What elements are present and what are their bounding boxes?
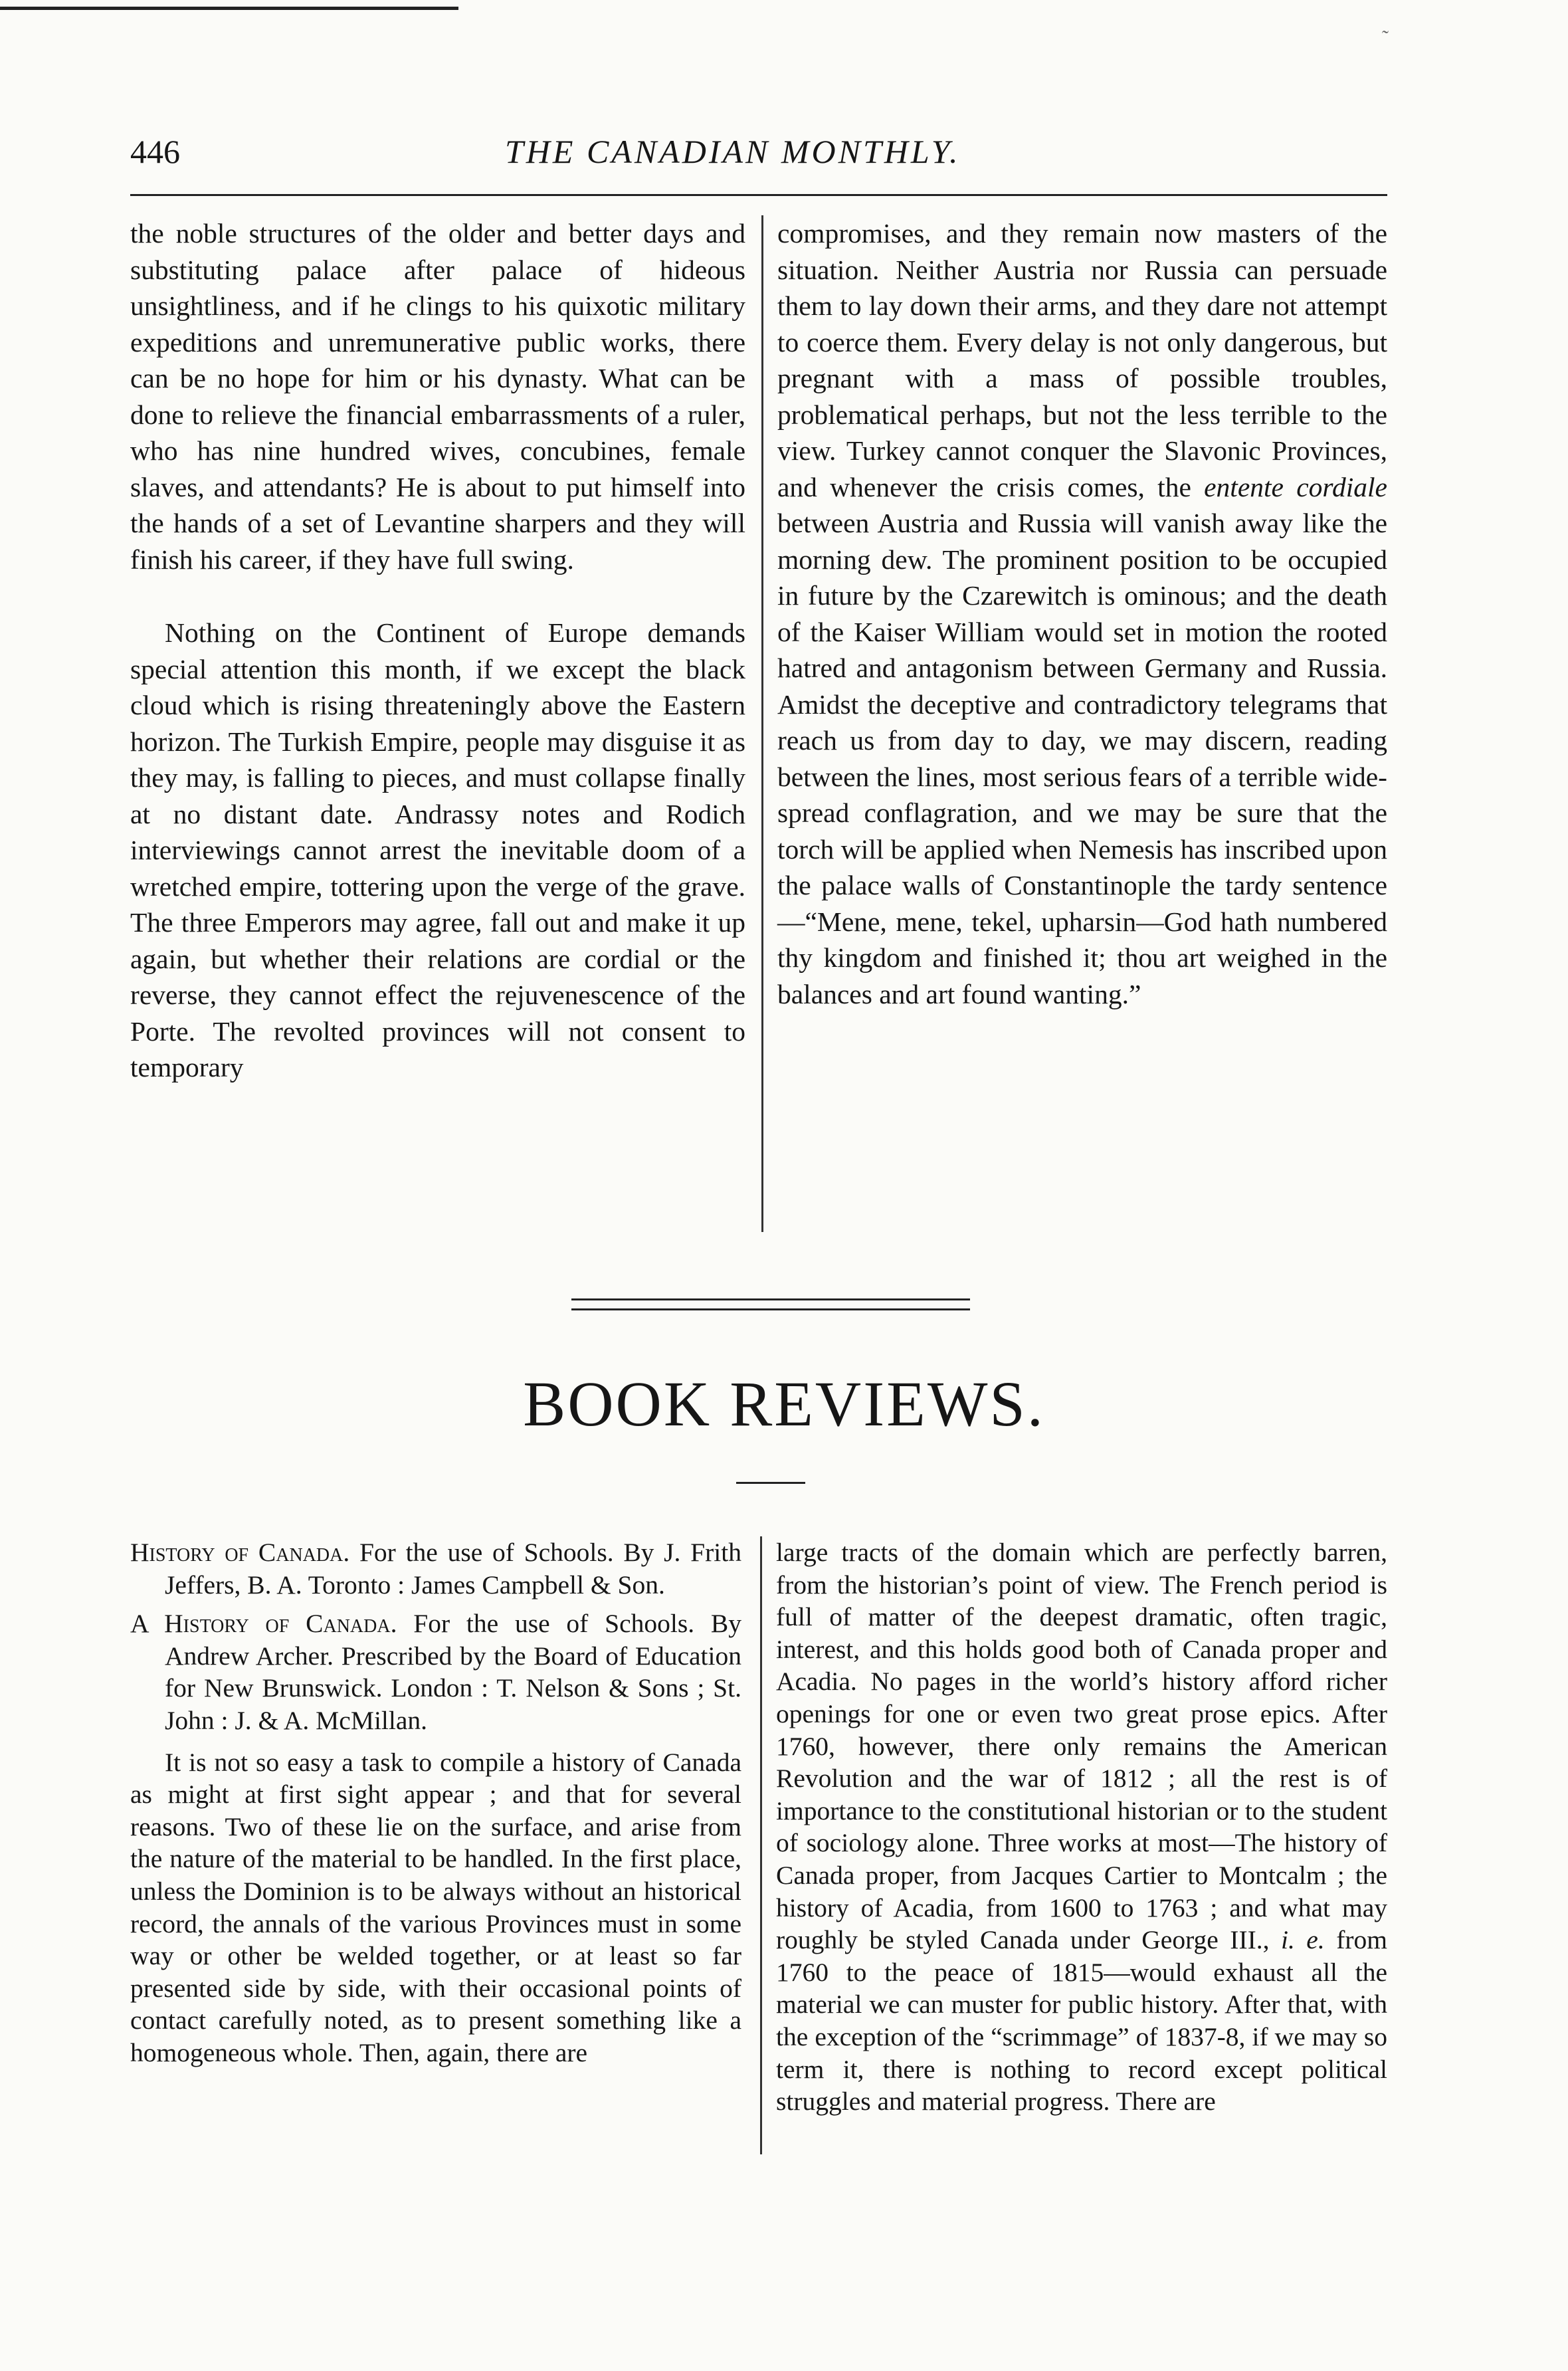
scan-edge-line [0,7,458,10]
top-left-column [130,215,745,1086]
section-separator [571,1298,970,1310]
reviews-left-column [130,1536,741,2069]
italic-phrase: entente cordiale [1204,471,1387,502]
section-title: BOOK REVIEWS. [523,1368,1045,1439]
bibliographic-entry: History of Canada. For the use of Schools. By J. Frith Jeffers, B. A. Toronto : James Campbell & Son. [130,1538,741,1599]
reviews-right-column [776,1536,1387,2118]
paragraph: compromises, and they remain now masters of the situation. Neither Austria nor Russia can persuade them to lay down their arms, and they dare not attempt to coerce them. Every delay is not only dangerous, but pregnant with a mass of possible troubles, problematical perhaps, but not the less terrible to the view. Turkey cannot conquer the Slavonic Provinces, and whenever the crisis comes, the entente cordiale between Austria and Russia will vanish away like the morning dew. The prominent position to be occupied in future by the Czarewitch is ominous; and the death of the Kaiser William would set in motion the rooted hatred and antagonism between Germany and Russia. Amidst the deceptive and contradictory telegrams that reach us from day to day, we may discern, reading between the lines, most serious fears of a terrible wide-spread conflagration, and we may be sure that the torch will be applied when Nemesis has inscribed upon the palace walls of Constantinople the tardy sentence—“Mene, mene, tekel, upharsin—God hath numbered thy kingdom and finished it; thou art weighed in the balances and art found wanting.” [777,218,1387,1009]
paragraph: Nothing on the Continent of Europe demands special attention this month, if we except the black cloud which is rising threateningly above the Eastern horizon. The Turkish Empire, people may disguise it as they may, is falling to pieces, and must collapse finally at no distant date. Andrassy notes and Rodich interviewings cannot arrest the inevitable doom of a wretched empire, tottering upon the verge of the grave. The three Emperors may agree, fall out and make it up again, but whether their relations are cordial or the reverse, they cannot effect the rejuvenescence of the Porte. The revolted provinces will not consent to temporary [130,617,745,1082]
paragraph: large tracts of the domain which are perfectly barren, from the historian’s point of view. The French period is full of matter of the deepest dramatic, often tragic, interest, and this holds good both of Canada proper and Acadia. No pages in the world’s history afford richer openings for one or even two great prose epics. After 1760, however, there only remains the American Revolution and the war of 1812 ; all the rest is of importance to the constitutional historian or to the student of sociology alone. Three works at most—The history of Canada proper, from Jacques Cartier to Montcalm ; the history of Acadia, from 1600 to 1763 ; and what may roughly be styled Canada under George III., i. e. from 1760 to the peace of 1815—would exhaust all the material we can muster for public history. After that, with the exception of the “scrimmage” of 1837-8, if we may so term it, there is nothing to record except political struggles and material progress. There are [776,1538,1387,2116]
column-divider [761,215,763,1232]
running-title: THE CANADIAN MONTHLY. [505,133,961,170]
top-right-column [777,215,1387,1012]
column-divider [760,1536,762,2154]
book-title: A History of Canada. [130,1609,397,1639]
italic-phrase: i. e. [1280,1925,1325,1955]
scan-mark: ˜ [1382,27,1389,49]
header-rule [130,194,1387,196]
bibliographic-entry: A History of Canada. For the use of Schools. By Andrew Archer. Prescribed by the Board of Education for New Brunswick. London : T. Nelson & Sons ; St. John : J. & A. McMillan. [130,1609,741,1735]
title-rule [736,1482,805,1484]
book-title: History of Canada. [130,1538,350,1567]
page-number: 446 [130,133,180,170]
paragraph: It is not so easy a task to compile a history of Canada as might at first sight appear ; and that for several reasons. Two of these lie on the surface, and arise from the nature of the material to be handled. In the first place, unless the Dominion is to be always without an historical record, the annals of the various Provinces must in some way or other be welded together, or at least so far presented side by side, with their occasional points of contact carefully noted, as to present something like a homogeneous whole. Then, again, there are [130,1747,741,2067]
paragraph: the noble structures of the older and better days and substituting palace after palace of hideous unsightliness, and if he clings to his quixotic military expeditions and unremunerative public works, there can be no hope for him or his dynasty. What can be done to relieve the financial embarrassments of a ruler, who has nine hundred wives, concubines, female slaves, and attendants? He is about to put himself into the hands of a set of Levantine sharpers and they will finish his career, if they have full swing. [130,218,745,575]
